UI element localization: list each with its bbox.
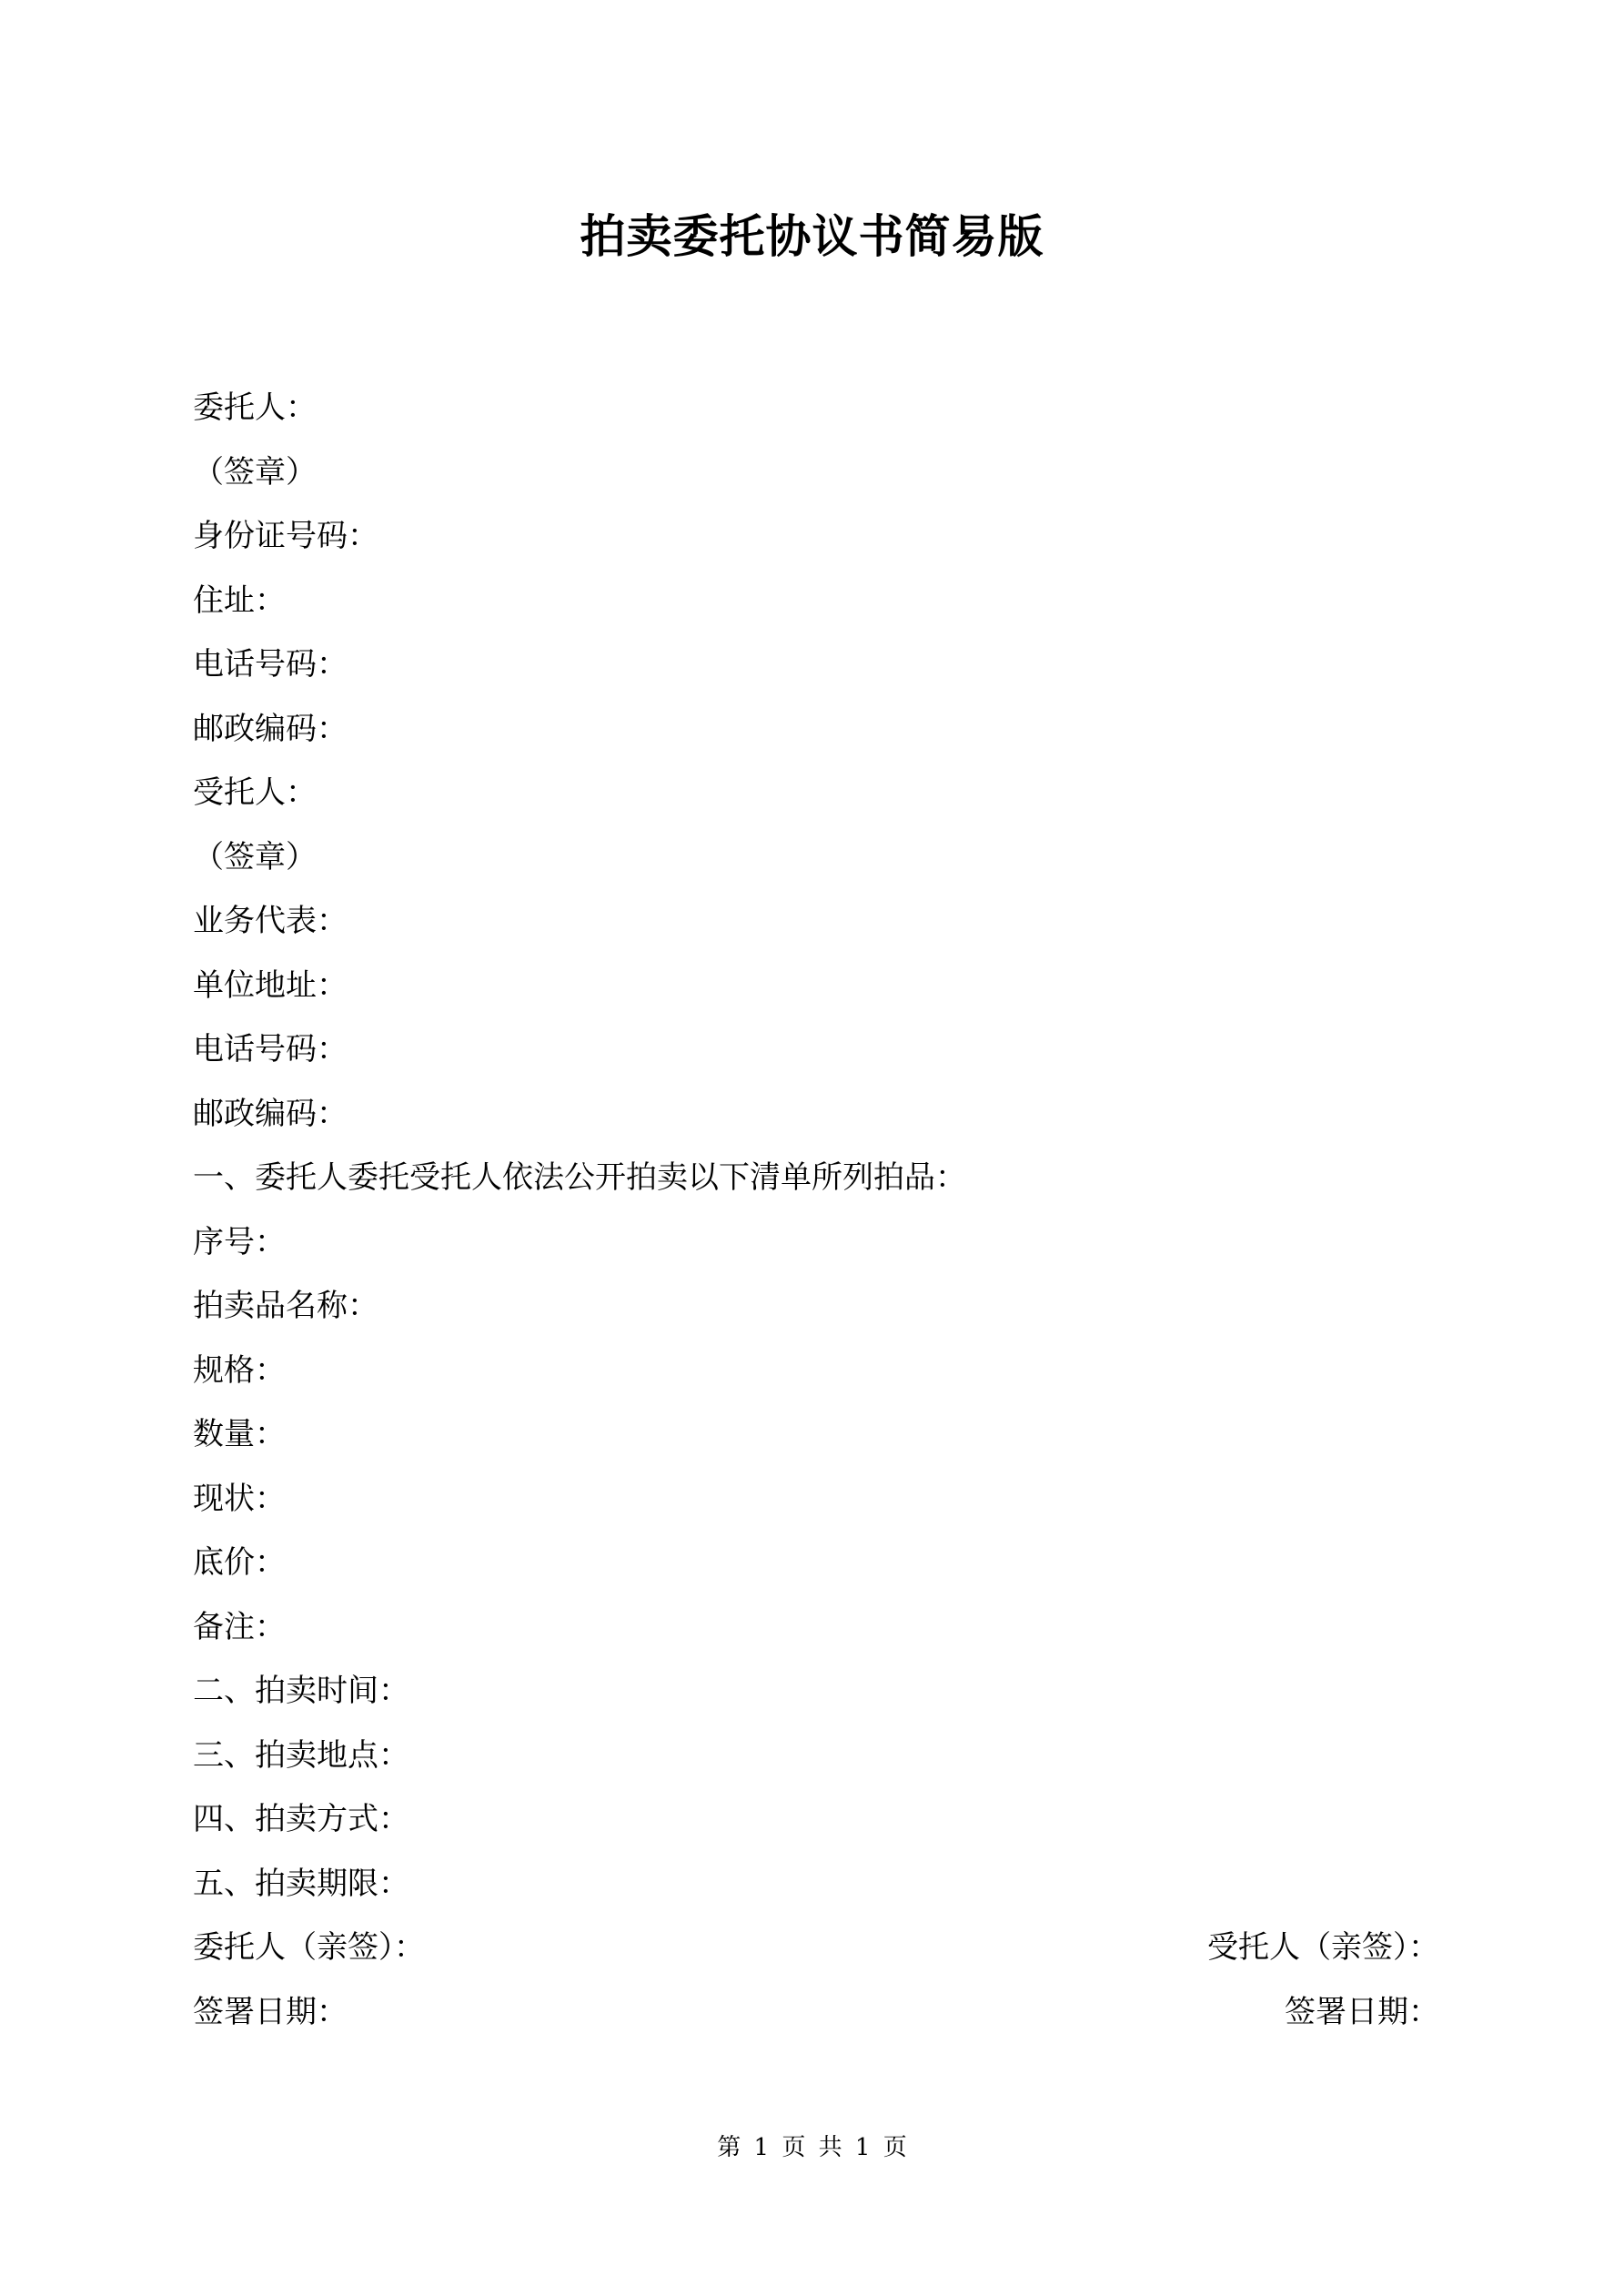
clause-4-auction-method: 四、拍卖方式：: [193, 1801, 409, 1837]
clause-3-auction-place: 三、拍卖地点：: [193, 1736, 409, 1774]
quantity-label: 数量：: [193, 1416, 286, 1452]
item-name-label: 拍卖品名称：: [193, 1288, 378, 1324]
consignee-seal-label: （签章）: [193, 838, 317, 875]
consignee-phone-label: 电话号码：: [193, 1031, 348, 1067]
document-body: [193, 376, 1439, 2044]
consignor-postcode-label: 邮政编码：: [193, 710, 348, 747]
clause-2-auction-time: 二、拍卖时间：: [193, 1673, 409, 1709]
consignor-date-label: 签署日期：: [193, 1993, 348, 2030]
specification-label: 规格：: [193, 1351, 286, 1389]
consignor-label: 委托人：: [193, 389, 317, 426]
serial-number-label: 序号：: [193, 1223, 286, 1260]
condition-label: 现状：: [193, 1480, 286, 1517]
business-rep-label: 业务代表：: [193, 903, 348, 939]
consignee-label: 受托人：: [193, 774, 317, 811]
address-label: 住址：: [193, 582, 286, 619]
consignor-seal-label: （签章）: [193, 453, 317, 491]
consignee-date-label: 签署日期：: [1285, 1993, 1439, 2030]
consignee-postcode-label: 邮政编码：: [193, 1095, 348, 1132]
consignor-phone-label: 电话号码：: [193, 646, 348, 683]
consignor-signature-label: 委托人（亲签）：: [193, 1929, 425, 1966]
page-number-footer: 第 1 页 共 1 页: [717, 2134, 907, 2161]
document-title: 拍卖委托协议书简易版: [580, 209, 1044, 263]
remarks-label: 备注：: [193, 1608, 286, 1645]
signature-row: [193, 1916, 1439, 1980]
consignee-signature-label: 受托人（亲签）：: [1207, 1929, 1439, 1966]
clause-1: 一、委托人委托受托人依法公开拍卖以下清单所列拍品：: [193, 1159, 966, 1196]
company-address-label: 单位地址：: [193, 966, 348, 1004]
clause-5-auction-period: 五、拍卖期限：: [193, 1865, 409, 1902]
id-number-label: 身份证号码：: [193, 518, 378, 554]
signing-date-row: [193, 1980, 1439, 2045]
reserve-price-label: 底价：: [193, 1544, 286, 1581]
